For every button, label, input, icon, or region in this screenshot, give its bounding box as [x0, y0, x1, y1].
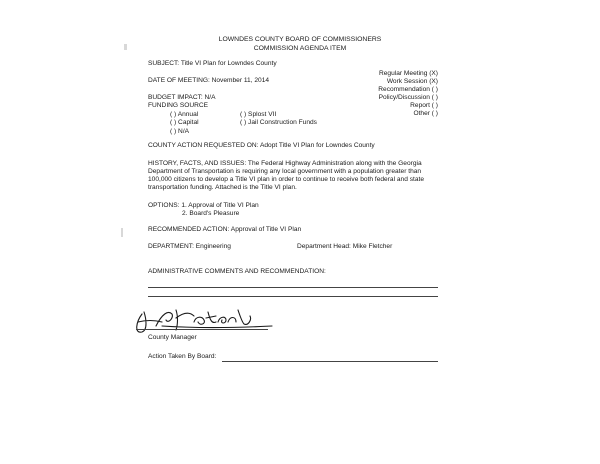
options-line-2: 2. Board's Pleasure: [182, 210, 240, 217]
admin-comments-label: ADMINISTRATIVE COMMENTS AND RECOMMENDATION:: [148, 268, 326, 275]
scan-speck: [124, 44, 127, 50]
department: DEPARTMENT: Engineering: [148, 243, 231, 250]
funding-na: ( ) N/A: [170, 128, 190, 135]
date-of-meeting: DATE OF MEETING: November 11, 2014: [148, 77, 270, 84]
header-title: LOWNDES COUNTY BOARD OF COMMISSIONERS: [218, 36, 382, 43]
recommended-action: RECOMMENDED ACTION: Approval of Title VI Plan: [148, 226, 302, 233]
scan-speck: [121, 228, 123, 237]
funding-annual: ( ) Annual: [170, 111, 199, 118]
subject-line: SUBJECT: Title VI Plan for Lowndes County: [148, 60, 277, 67]
comment-line: [148, 287, 438, 288]
funding-source-label: FUNDING SOURCE: [148, 102, 209, 109]
history-line: transportation funding. Attached is the Title VI plan.: [148, 184, 297, 191]
comment-line: [148, 296, 438, 297]
county-action-requested: COUNTY ACTION REQUESTED ON: Adopt Title VI Plan for Lowndes County: [148, 142, 375, 149]
funding-jail: ( ) Jail Construction Funds: [240, 119, 317, 126]
meeting-type-recommendation: Recommendation ( ): [378, 86, 438, 93]
history-line: Department of Transportation is requiring any local government with a population greater than: [148, 168, 422, 175]
funding-splost: ( ) Splost VII: [240, 111, 277, 118]
department-head: Department Head: Mike Fletcher: [297, 243, 393, 250]
funding-capital: ( ) Capital: [170, 119, 199, 126]
meeting-type-regular: Regular Meeting (X): [378, 70, 438, 77]
options-line-1: OPTIONS: 1. Approval of Title VI Plan: [148, 202, 259, 209]
history-line: 100,000 citizens to develop a Title VI plan in order to continue to receive both federal and state: [148, 176, 425, 183]
history-line: HISTORY, FACTS, AND ISSUES: The Federal Highway Administration along with the Georgia: [148, 160, 422, 167]
meeting-type-report: Report ( ): [410, 102, 438, 109]
meeting-type-policy: Policy/Discussion ( ): [378, 94, 438, 101]
meeting-type-other: Other ( ): [413, 110, 438, 117]
signature-line: [136, 329, 268, 330]
header-subtitle: COMMISSION AGENDA ITEM: [253, 45, 347, 52]
budget-impact: BUDGET IMPACT: N/A: [148, 94, 216, 101]
county-manager-label: County Manager: [148, 334, 197, 341]
meeting-type-work-session: Work Session (X): [386, 78, 438, 85]
action-taken-label: Action Taken By Board:: [148, 353, 217, 360]
action-taken-line: [222, 361, 438, 362]
